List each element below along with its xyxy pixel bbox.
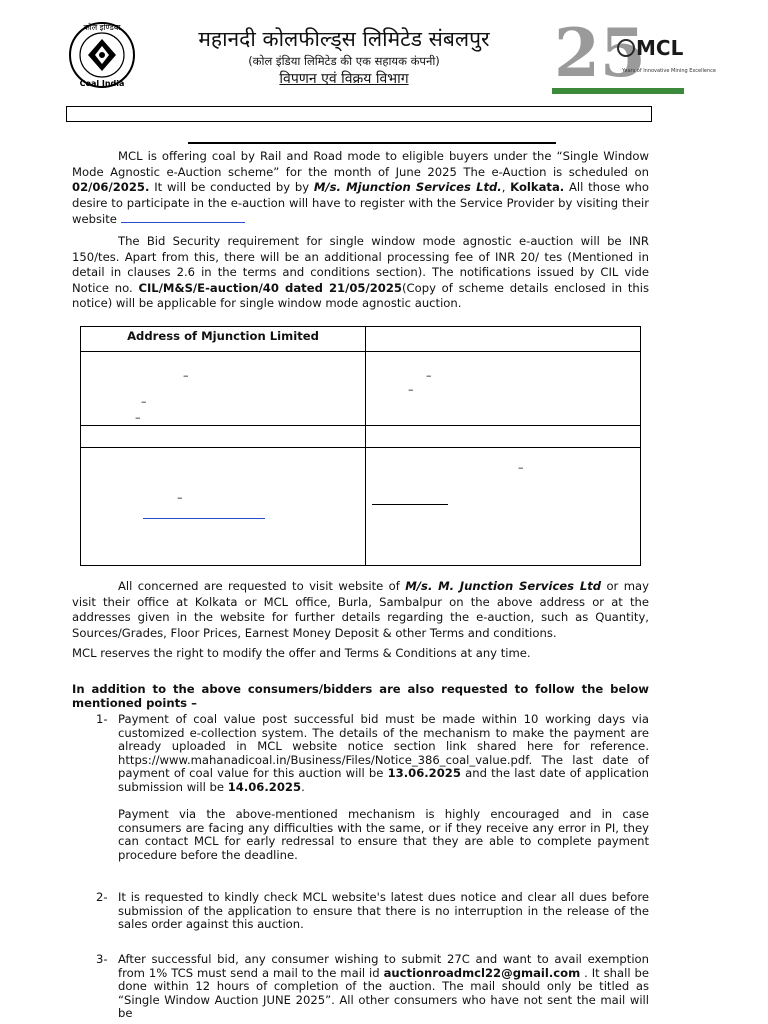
mcl-contact-underline (372, 504, 448, 505)
point-number: 1- (96, 712, 108, 726)
address-spacer-left (81, 426, 366, 448)
reserve-rights-paragraph: MCL reserves the right to modify the offer and Terms & Conditions at any time. (72, 646, 531, 660)
point-2: 2- It is requested to kindly check MCL website's latest dues notice and clear all dues before submission of the application to ensure that there is no interruption in the release of the sales order against this auction. (96, 890, 649, 931)
point-number: 2- (96, 890, 108, 904)
application-last-date: 14.06.2025 (227, 779, 302, 794)
logo-english-text: Coal India (79, 79, 125, 88)
cil-notice-number: CIL/M&S/E-auction/40 dated 21/05/2025 (138, 280, 402, 295)
coal-india-logo (68, 15, 136, 95)
header-blank-box (66, 106, 652, 122)
point-number: 3- (96, 952, 108, 966)
logo-tagline: Years of Innovative Mining Excellence (622, 68, 716, 74)
department-name-hindi (150, 70, 538, 88)
logo-mcl-text: MCL (636, 36, 684, 60)
intro-paragraph-1: MCL is offering coal by Rail and Road mode to eligible buyers under the “Single Window Mode Agnostic e-Auction scheme” for the month of June 2025 The e-Auction is scheduled on 02/06/2025. It will be conducted by by M/s. Mjunction Services Ltd., Kolkata. All those who desire to participate in the e-auction will have to register with the Service Provider by visiting their website (72, 149, 650, 227)
tcs-email-address[interactable]: auctionroadmcl22@gmail.com (383, 965, 581, 980)
visit-paragraph: All concerned are requested to visit website of M/s. M. Junction Services Ltd or may visit their office at Kolkata or MCL office, Burla, Sambalpur on the above address or at the addresses given in the website for further details regarding the e-auction, such as Quantity, Sources/Grades, Floor Prices, Earnest Money Deposit & other Terms and conditions. (72, 579, 649, 640)
payment-last-date: 13.06.2025 (387, 766, 461, 780)
department-name-text: विपणन एवं विक्रय विभाग (279, 71, 409, 87)
logo-hindi-text: कोल इण्डिया (83, 23, 121, 32)
address-table-header-right (366, 327, 641, 352)
address-spacer-right (366, 426, 641, 448)
point-1: 1- Payment of coal value post successful bid must be made within 10 working days via customized e-collection system. The details of the mechanism to make the payment are already uploaded in MCL website notice section link shared here for reference. https://www.mahanadicoal.in/Business/Files/Notice_386_coal_value.pdf. The last date of payment of coal value for this auction will be 13.06.2025 and the last date of application submission will be 14.06.2025. Payment via the above-mentioned mechanism is highly encouraged and in case consumers are facing any difficulties with the same, or if they receive any error in PI, they can contact MCL for early redressal to ensure that they are able to complete payment procedure before the deadline. (96, 712, 649, 862)
address-cell-mjunction: – – – (81, 352, 366, 426)
address-table-header-left: Address of Mjunction Limited (81, 327, 366, 352)
address-table (80, 326, 641, 566)
logo-25-number: 25 (554, 14, 646, 92)
mcl-25-years-logo (552, 10, 716, 98)
mjunction-email-link[interactable] (143, 518, 265, 519)
title-underline (188, 142, 556, 144)
service-provider-name: M/s. Mjunction Services Ltd. (313, 180, 502, 195)
service-provider-name-2: M/s. M. Junction Services Ltd (405, 579, 602, 593)
intro-paragraph-2: The Bid Security requirement for single window mode agnostic e-auction will be INR 150/tes. Apart from this, there will be an additional processing fee of INR 20/ tes (Mentioned in detail in clauses 2.6 in the terms and conditions section). The notifications issued by CIL vide Notice no. CIL/M&S/E-auction/40 dated 21/05/2025(Copy of scheme details enclosed in this notice) will be applicable for single window mode agnostic auction. (72, 234, 650, 311)
point-3: 3- After successful bid, any consumer wishing to submit 27C and want to avail exemption from 1% TCS must send a mail to the mail id auctionroadmcl22@gmail.com . It shall be done within 12 hours of completion of the auction. The mail should only be titled as “Single Window Auction JUNE 2025”. All other consumers who have not sent the mail will be (96, 952, 649, 1020)
website-link[interactable] (121, 211, 245, 223)
company-subtitle-hindi: (कोल इंडिया लिमिटेड की एक सहायक कंपनी) (248, 54, 440, 68)
point-1-payment-note: Payment via the above-mentioned mechanism is highly encouraged and in case consumers are facing any difficulties with the same, or if they receive any error in PI, they can contact MCL for early redressal to ensure that they are able to complete payment procedure before the deadline. (118, 807, 649, 862)
address-cell-mcl: – – (366, 352, 641, 426)
points-heading: In addition to the above consumers/bidders are also requested to follow the below mentioned points – (72, 682, 649, 710)
auction-date: 02/06/2025. (72, 180, 150, 195)
contact-cell-mcl: – (366, 448, 641, 566)
company-title-hindi: महानदी कोलफील्ड्स लिमिटेड संबलपुर (198, 27, 490, 51)
contact-cell-mjunction: – (81, 448, 366, 566)
